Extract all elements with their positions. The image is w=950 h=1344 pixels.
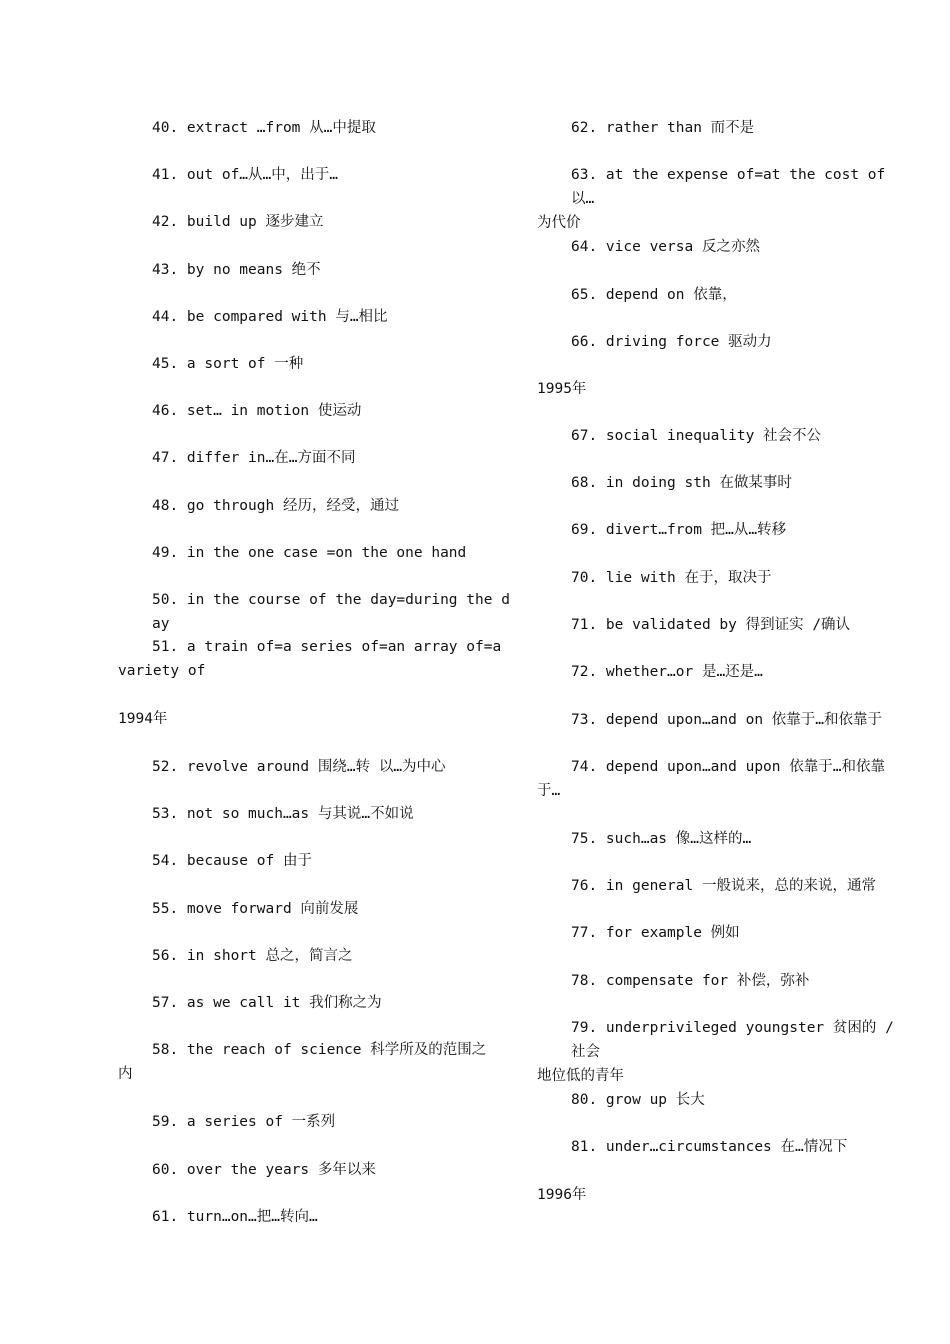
phrase-entry	[118, 541, 510, 565]
entry-text-continued: 于…	[537, 783, 561, 799]
phrase-entry	[537, 827, 899, 851]
phrase-entry	[537, 969, 899, 993]
entry-text: 63. at the expense of=at the cost of 以…	[571, 167, 886, 207]
entry-text: 65. depend on 依靠，	[571, 287, 737, 303]
entry-text: 50. in the course of the day=during the day	[152, 592, 510, 632]
entry-text: 53. not so much…as 与其说…不如说	[152, 806, 414, 822]
phrase-entry	[118, 1205, 510, 1229]
entry-text: 41. out of…从…中，出于…	[152, 167, 338, 183]
entry-text: 72. whether…or 是…还是…	[571, 664, 763, 680]
phrase-entry	[537, 235, 899, 259]
entry-text: 40. extract …from 从…中提取	[152, 120, 376, 136]
phrase-entry	[537, 566, 899, 590]
phrase-entry	[118, 802, 510, 826]
phrase-entry	[118, 163, 510, 187]
entry-text: 60. over the years 多年以来	[152, 1162, 376, 1178]
year-heading: 1995年	[537, 381, 587, 397]
entry-text-continued: 为代价	[537, 215, 581, 231]
phrase-entry	[118, 588, 510, 636]
phrase-entry	[118, 944, 510, 968]
year-heading: 1994年	[118, 711, 168, 727]
entry-text: 64. vice versa 反之亦然	[571, 239, 760, 255]
phrase-entry	[537, 874, 899, 898]
entry-text: 58. the reach of science 科学所及的范围之	[152, 1042, 487, 1058]
phrase-entry	[118, 116, 510, 140]
entry-text-continued: 内	[118, 1066, 133, 1082]
phrase-entry	[537, 755, 899, 803]
entry-text: 42. build up 逐步建立	[152, 214, 324, 230]
entry-text: 70. lie with 在于，取决于	[571, 570, 772, 586]
entry-text-continued: variety of	[118, 663, 206, 679]
entry-text: 45. a sort of 一种	[152, 356, 304, 372]
entry-text: 54. because of 由于	[152, 853, 312, 869]
phrase-entry	[537, 1016, 899, 1088]
entry-text: 47. differ in…在…方面不同	[152, 450, 356, 466]
phrase-entry	[537, 163, 899, 235]
entry-text: 43. by no means 绝不	[152, 262, 321, 278]
phrase-entry	[537, 518, 899, 542]
phrase-entry	[118, 897, 510, 921]
entry-text: 76. in general 一般说来，总的来说，通常	[571, 878, 876, 894]
entry-text: 46. set… in motion 使运动	[152, 403, 362, 419]
entry-text: 77. for example 例如	[571, 925, 740, 941]
entry-text: 44. be compared with 与…相比	[152, 309, 388, 325]
phrase-entry	[537, 283, 899, 307]
entry-text: 68. in doing sth 在做某事时	[571, 475, 792, 491]
phrase-entry	[118, 635, 510, 683]
entry-text: 74. depend upon…and upon 依靠于…和依靠	[571, 759, 885, 775]
entry-text: 73. depend upon…and on 依靠于…和依靠于	[571, 712, 883, 728]
phrase-entry	[118, 352, 510, 376]
phrase-entry	[537, 1088, 899, 1112]
phrase-entry	[118, 1038, 510, 1086]
phrase-entry	[537, 613, 899, 637]
phrase-entry	[537, 116, 899, 140]
entry-text: 69. divert…from 把…从…转移	[571, 522, 787, 538]
phrase-entry	[118, 399, 510, 423]
entry-text: 62. rather than 而不是	[571, 120, 755, 136]
entry-text: 49. in the one case =on the one hand	[152, 545, 467, 561]
entry-text: 75. such…as 像…这样的…	[571, 831, 752, 847]
entry-text: 61. turn…on…把…转向…	[152, 1209, 318, 1225]
entry-text-continued: 地位低的青年	[537, 1068, 624, 1084]
entry-text: 57. as we call it 我们称之为	[152, 995, 382, 1011]
entry-text: 59. a series of 一系列	[152, 1114, 336, 1130]
entry-text: 79. underprivileged youngster 贫困的 /社会	[571, 1020, 894, 1060]
phrase-entry	[118, 849, 510, 873]
entry-text: 66. driving force 驱动力	[571, 334, 772, 350]
entry-text: 80. grow up 长大	[571, 1092, 705, 1108]
phrase-entry	[118, 1110, 510, 1134]
phrase-entry	[118, 258, 510, 282]
phrase-entry	[118, 305, 510, 329]
entry-text: 81. under…circumstances 在…情况下	[571, 1139, 848, 1155]
entry-text: 51. a train of=a series of=an array of=a	[152, 639, 502, 655]
phrase-entry	[118, 494, 510, 518]
entry-text: 71. be validated by 得到证实 /确认	[571, 617, 851, 633]
year-heading: 1996年	[537, 1187, 587, 1203]
entry-text: 48. go through 经历，经受，通过	[152, 498, 399, 514]
entry-text: 78. compensate for 补偿，弥补	[571, 973, 810, 989]
phrase-entry	[537, 921, 899, 945]
phrase-entry	[118, 1158, 510, 1182]
phrase-entry	[118, 210, 510, 234]
entry-text: 56. in short 总之，简言之	[152, 948, 353, 964]
phrase-entry	[537, 424, 899, 448]
phrase-entry	[537, 1135, 899, 1159]
entry-text: 52. revolve around 围绕…转 以…为中心	[152, 759, 446, 775]
phrase-entry	[537, 471, 899, 495]
entry-text: 67. social inequality 社会不公	[571, 428, 822, 444]
phrase-entry	[537, 330, 899, 354]
phrase-entry	[537, 660, 899, 684]
phrase-entry	[118, 755, 510, 779]
phrase-entry	[118, 991, 510, 1015]
entry-text: 55. move forward 向前发展	[152, 901, 359, 917]
phrase-entry	[537, 708, 899, 732]
phrase-entry	[118, 446, 510, 470]
